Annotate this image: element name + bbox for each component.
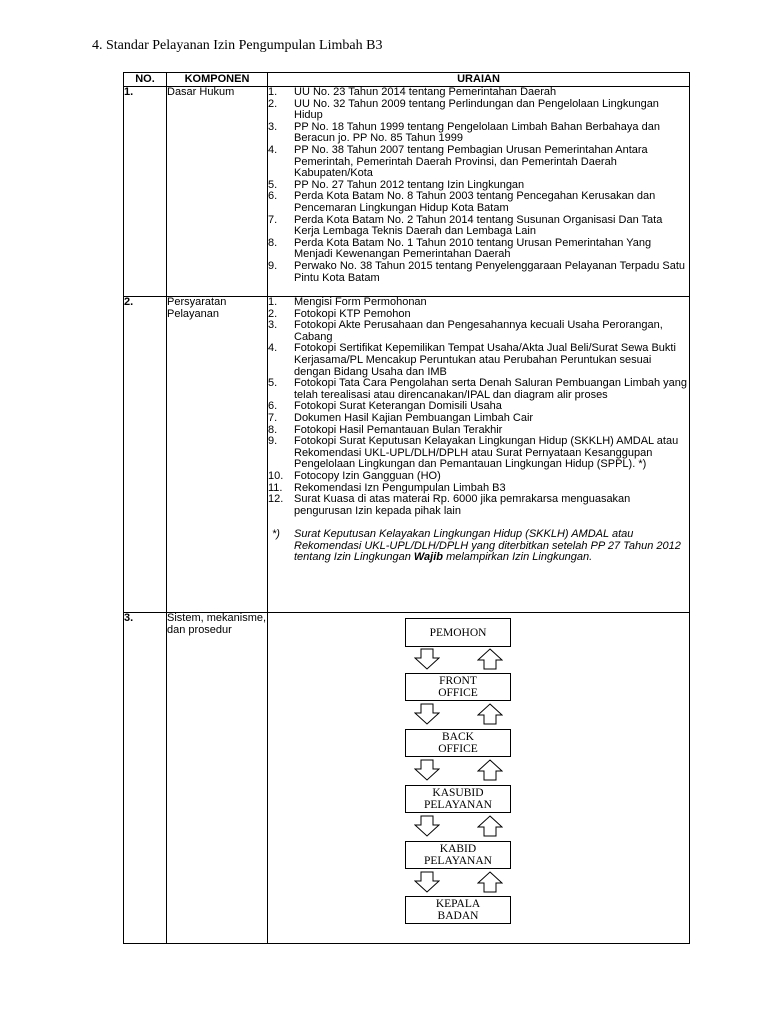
- list-item-number: 4.: [268, 342, 278, 355]
- list-item-text: Fotokopi Surat Keterangan Domisili Usaha: [294, 400, 502, 413]
- list-item: [268, 297, 689, 309]
- flow-box-pemohon: PEMOHON: [405, 618, 511, 647]
- list-item: [268, 238, 689, 261]
- down-arrow-icon: [414, 815, 440, 837]
- list-item-number: 3.: [268, 319, 278, 332]
- list-item-text: Fotokopi KTP Pemohon: [294, 307, 411, 320]
- list-item-number: 7.: [268, 213, 278, 226]
- service-standard-table: [123, 72, 690, 944]
- header-komponen: KOMPONEN: [167, 73, 268, 87]
- list-item-number: 4.: [268, 143, 278, 156]
- flow-box-kepala-badan: KEPALA BADAN: [405, 896, 511, 924]
- row-uraian: [268, 87, 690, 297]
- list-item-text: Dokumen Hasil Kajian Pembuangan Limbah Cair: [294, 411, 534, 424]
- list-item: [268, 413, 689, 425]
- up-arrow-icon: [477, 759, 503, 781]
- list-item-number: 2.: [268, 307, 278, 320]
- list-item-text: Perda Kota Batam No. 1 Tahun 2010 tentang Urusan Pemerintahan Yang Menjadi Kewenangan Pemerintahan Daerah: [294, 236, 652, 261]
- list-item-text: Fotocopy Izin Gangguan (HO): [294, 469, 441, 482]
- list-item-text: PP No. 27 Tahun 2012 tentang Izin Lingkungan: [294, 178, 525, 191]
- list-item: [268, 122, 689, 145]
- list-item-number: 1.: [268, 296, 278, 308]
- row-number: 3.: [124, 613, 167, 944]
- list-item: [268, 494, 689, 517]
- list-item: [268, 261, 689, 284]
- list-item: [268, 471, 689, 483]
- section-heading: 4. Standar Pelayanan Izin Pengumpulan Limbah B3: [92, 38, 383, 53]
- list-item-number: 10.: [268, 469, 284, 482]
- flow-box-back-office: BACK OFFICE: [405, 729, 511, 757]
- list-item-number: 6.: [268, 190, 278, 203]
- list-item: [268, 191, 689, 214]
- flow-box-kabid-pelayanan: KABID PELAYANAN: [405, 841, 511, 869]
- row-number: 2.: [124, 297, 167, 613]
- list-item-text: Mengisi Form Permohonan: [294, 296, 427, 308]
- list-item-number: 11.: [268, 481, 283, 494]
- list-item-number: 9.: [268, 259, 278, 272]
- list-item-number: 2.: [268, 97, 278, 110]
- list-item-number: 1.: [268, 86, 278, 98]
- list-item-number: 7.: [268, 411, 278, 424]
- list-item-text: Fotokopi Sertifikat Kepemilikan Tempat Usaha/Akta Jual Beli/Surat Sewa Bukti Kerjasama/PL Mencakup Peruntukan atau Perubahan Peruntukan sesuai dengan Bidang Usaha dan IMB: [294, 342, 676, 378]
- list-item-number: 6.: [268, 400, 278, 413]
- list-item-text: Perwako No. 38 Tahun 2015 tentang Penyelenggaraan Pelayanan Terpadu Satu Pintu Kota Batam: [294, 259, 686, 284]
- list-item-number: 12.: [268, 493, 284, 506]
- header-no: NO.: [124, 73, 167, 87]
- list-item-text: UU No. 23 Tahun 2014 tentang Pemerintahan Daerah: [294, 86, 557, 98]
- up-arrow-icon: [477, 703, 503, 725]
- list-item-number: 5.: [268, 178, 278, 191]
- table-header-row: [124, 73, 690, 87]
- procedure-flowchart: [268, 613, 688, 943]
- table-row-persyaratan: [124, 297, 690, 613]
- list-item-text: PP No. 18 Tahun 1999 tentang Pengelolaan Limbah Bahan Berbahaya dan Beracun jo. PP No. 85 Tahun 1999: [294, 120, 660, 145]
- footnote: [268, 529, 689, 564]
- legal-basis-list: [268, 87, 689, 284]
- list-item-text: Fotokopi Akte Perusahaan dan Pengesahannya kecuali Usaha Perorangan, Cabang: [294, 319, 663, 343]
- footnote-text-after: melampirkan Izin Lingkungan.: [443, 551, 593, 564]
- list-item-number: 3.: [268, 120, 278, 133]
- row-komponen: Persyaratan Pelayanan: [167, 297, 268, 613]
- table-row-prosedur: [124, 613, 690, 944]
- row-komponen: Sistem, mekanisme, dan prosedur: [167, 613, 268, 944]
- flow-box-kasubid-pelayanan: KASUBID PELAYANAN: [405, 785, 511, 813]
- list-item-text: Fotokopi Surat Keputusan Kelayakan Lingkungan Hidup (SKKLH) AMDAL atau Rekomendasi UKL-UPL/DLH/DPLH atau Surat Pernyataan Kesanggupan Pengelolaan Lingkungan dan Pemantauan Lingkungan Hidup (SPPL). *): [294, 435, 679, 471]
- list-item-text: Surat Kuasa di atas materai Rp. 6000 jika pemrakarsa menguasakan pengurusan Izin kepada pihak lain: [294, 493, 631, 517]
- row-uraian: [268, 613, 690, 944]
- list-item-text: PP No. 38 Tahun 2007 tentang Pembagian Urusan Pemerintahan Antara Pemerintah, Pemerintah Daerah Provinsi, dan Pemerintah Daerah Kabupaten/Kota: [294, 143, 648, 180]
- list-item-text: Perda Kota Batam No. 2 Tahun 2014 tentang Susunan Organisasi Dan Tata Kerja Lembaga Teknis Daerah dan Lembaga Lain: [294, 213, 663, 238]
- list-item: [268, 343, 689, 378]
- list-item: [268, 436, 689, 471]
- list-item-number: 8.: [268, 236, 278, 249]
- list-item: [268, 320, 689, 343]
- list-item-text: Fotokopi Hasil Pemantauan Bulan Terakhir: [294, 423, 503, 436]
- up-arrow-icon: [477, 648, 503, 670]
- list-item: [268, 378, 689, 401]
- flow-box-front-office: FRONT OFFICE: [405, 673, 511, 701]
- list-item: [268, 145, 689, 180]
- row-number: 1.: [124, 87, 167, 297]
- footnote-mark: *): [272, 528, 280, 541]
- up-arrow-icon: [477, 871, 503, 893]
- list-item-text: Fotokopi Tata Cara Pengolahan serta Denah Saluran Pembuangan Limbah yang telah terealisasi atau direncanakan/IPAL dan diagram alir proses: [294, 377, 688, 401]
- table-row-dasar-hukum: [124, 87, 690, 297]
- requirements-list: [268, 297, 689, 517]
- down-arrow-icon: [414, 759, 440, 781]
- footnote-text: [294, 529, 689, 564]
- list-item-number: 9.: [268, 435, 278, 448]
- list-item: [268, 87, 689, 99]
- list-item-number: 5.: [268, 377, 278, 390]
- row-uraian: [268, 297, 690, 613]
- row-komponen: Dasar Hukum: [167, 87, 268, 297]
- list-item-text: Rekomendasi Izn Pengumpulan Limbah B3: [294, 481, 506, 494]
- list-item: [268, 99, 689, 122]
- list-item-text: Perda Kota Batam No. 8 Tahun 2003 tentang Pencegahan Kerusakan dan Pencemaran Lingkungan Hidup Kota Batam: [294, 190, 656, 214]
- footnote-bold-text: Wajib: [413, 551, 444, 564]
- list-item-number: 8.: [268, 423, 278, 436]
- header-uraian: URAIAN: [268, 73, 690, 87]
- down-arrow-icon: [414, 648, 440, 670]
- footnote-text-before: Surat Keputusan Kelayakan Lingkungan Hidup (SKKLH) AMDAL atau Rekomendasi UKL-UPL/DLH/DPLH yang diterbitkan setelah PP 27 Tahun 2012 tentang Izin Lingkungan: [294, 528, 681, 564]
- list-item: [268, 215, 689, 238]
- up-arrow-icon: [477, 815, 503, 837]
- list-item-text: UU No. 32 Tahun 2009 tentang Perlindungan dan Pengelolaan Lingkungan Hidup: [294, 97, 659, 122]
- down-arrow-icon: [414, 703, 440, 725]
- down-arrow-icon: [414, 871, 440, 893]
